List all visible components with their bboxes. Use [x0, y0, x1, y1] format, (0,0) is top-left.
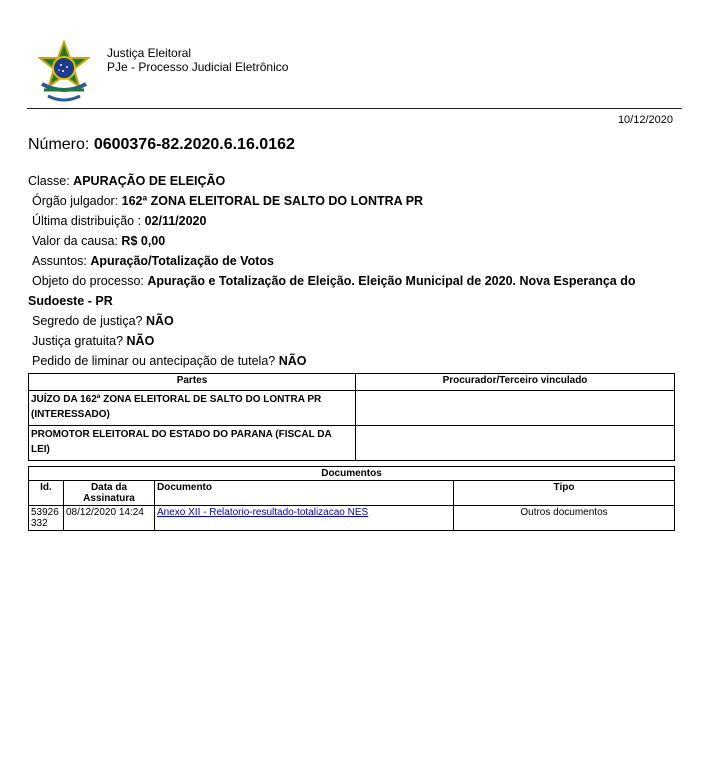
- procurador-cell: [356, 391, 675, 426]
- field-assuntos: Assuntos: Apuração/Totalização de Votos: [32, 254, 274, 268]
- parte-cell: PROMOTOR ELEITORAL DO ESTADO DO PARANA (FISCAL DA LEI): [29, 426, 356, 461]
- parte-cell: JUÍZO DA 162ª ZONA ELEITORAL DE SALTO DO LONTRA PR (INTERESSADO): [29, 391, 356, 426]
- documento-header: Documento: [155, 481, 454, 506]
- field-objeto: Objeto do processo: Apuração e Totalização de Eleição. Eleição Municipal de 2020. Nova Esperança do Sudoeste - PR: [28, 274, 636, 308]
- data-header: Data da Assinatura: [64, 481, 155, 506]
- field-valor: Valor da causa: R$ 0,00: [32, 234, 166, 248]
- brasil-coat-of-arms-icon: [34, 40, 94, 106]
- field-distribuicao: Última distribuição : 02/11/2020: [32, 214, 207, 228]
- doc-link-cell: [155, 506, 454, 531]
- field-classe: Classe: APURAÇÃO DE ELEIÇÃO: [28, 174, 226, 188]
- id-header: Id.: [29, 481, 64, 506]
- process-number: [28, 136, 295, 154]
- doc-id-cell: 53926 332: [29, 506, 64, 531]
- documentos-title: Documentos: [29, 467, 675, 481]
- table-row: [29, 506, 675, 531]
- table-row: [29, 426, 675, 461]
- doc-type-cell: Outros documentos: [454, 506, 675, 531]
- partes-header-row: [29, 374, 675, 391]
- table-row: [29, 391, 675, 426]
- org-name: Justiça Eleitoral: [107, 46, 192, 60]
- header-divider: [27, 108, 682, 109]
- procurador-header: Procurador/Terceiro vinculado: [356, 374, 675, 391]
- field-gratuita: Justiça gratuita? NÃO: [32, 334, 155, 348]
- documentos-title-row: [29, 467, 675, 481]
- doc-date-cell: 08/12/2020 14:24: [64, 506, 155, 531]
- partes-header: Partes: [29, 374, 356, 391]
- partes-table: [28, 373, 675, 461]
- documentos-table: [28, 466, 675, 531]
- tipo-header: Tipo: [454, 481, 675, 506]
- procurador-cell: [356, 426, 675, 461]
- document-link[interactable]: Anexo XII - Relatorio-resultado-totalizacao NES: [157, 507, 369, 518]
- org-header: [107, 46, 288, 74]
- field-orgao: Órgão julgador: 162ª ZONA ELEITORAL DE SALTO DO LONTRA PR: [32, 194, 424, 208]
- process-number-value: 0600376-82.2020.6.16.0162: [93, 136, 295, 153]
- system-name: PJe - Processo Judicial Eletrônico: [107, 60, 289, 74]
- process-fields: [28, 171, 678, 371]
- process-number-label: Número:: [28, 136, 90, 153]
- field-liminar: Pedido de liminar ou antecipação de tutela? NÃO: [32, 354, 307, 368]
- print-date: 10/12/2020: [617, 114, 673, 126]
- field-segredo: Segredo de justiça? NÃO: [32, 314, 174, 328]
- documentos-header-row: [29, 481, 675, 506]
